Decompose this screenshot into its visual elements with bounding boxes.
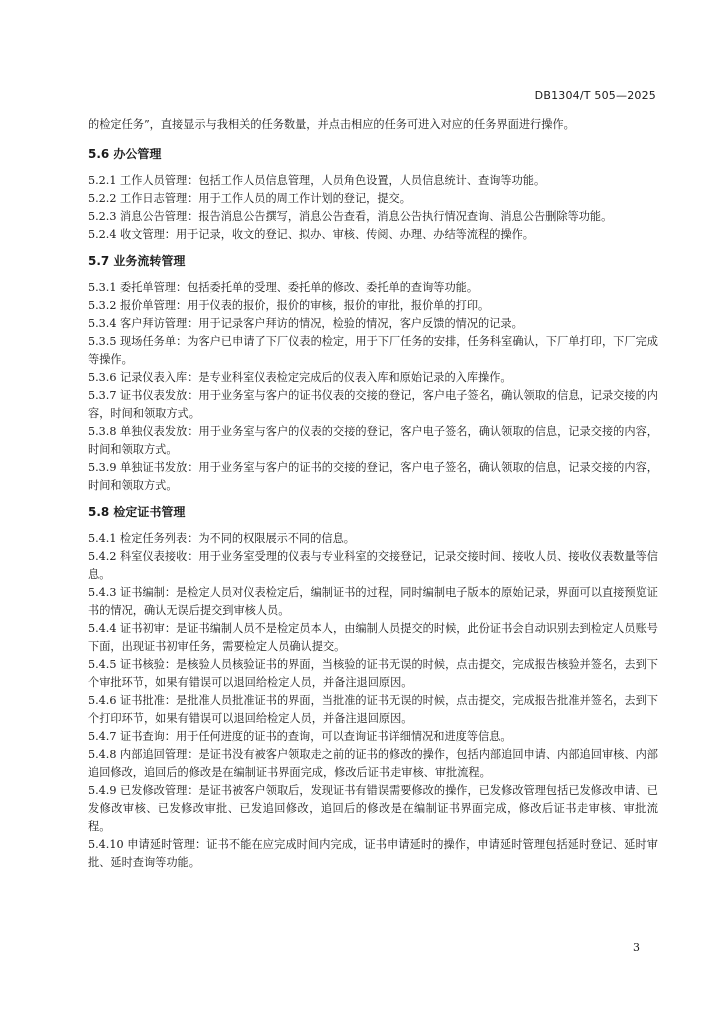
clause-paragraph: 5.4.7 证书查询：用于任何进度的证书的查询，可以查询证书详细情况和进度等信息。 <box>88 730 512 743</box>
clause-paragraph: 5.2.2 工作日志管理：用于工作人员的周工作计划的登记，提交。 <box>88 192 411 205</box>
clause-paragraph: 5.2.3 消息公告管理：报告消息公告撰写，消息公告查看，消息公告执行情况查询、消息公告删除等功能。 <box>88 210 613 223</box>
clause-paragraph: 5.4.4 证书初审：是证书编制人员不是检定员本人，由编制人员提交的时候，此份证书会自动识别去到检定人员账号下面，出现证书初审任务，需要检定人员确认提交。 <box>88 622 658 653</box>
clause-paragraph: 5.2.1 工作人员管理：包括工作人员信息管理，人员角色设置，人员信息统计、查询等功能。 <box>88 174 546 187</box>
clause-paragraph: 5.3.2 报价单管理：用于仪表的报价，报价的审核，报价的审批，报价单的打印。 <box>88 299 490 312</box>
clause-paragraph: 5.3.5 现场任务单：为客户已申请了下厂仪表的检定，用于下厂任务的安排，任务科室确认，下厂单打印，下厂完成等操作。 <box>88 335 658 366</box>
clause-paragraph: 5.3.4 客户拜访管理：用于记录客户拜访的情况，检验的情况，客户反馈的情况的记录。 <box>88 317 523 330</box>
section-heading: 5.6 办公管理 <box>88 147 162 161</box>
section <box>88 145 658 244</box>
clause-paragraph: 5.2.4 收文管理：用于记录，收文的登记、拟办、审核、传阅、办理、办结等流程的操作。 <box>88 228 534 241</box>
clause-paragraph: 5.3.9 单独证书发放：用于业务室与客户的证书的交接的登记，客户电子签名，确认领取的信息，记录交接的内容，时间和领取方式。 <box>88 461 658 492</box>
clause-paragraph: 5.4.9 已发修改管理：是证书被客户领取后，发现证书有错误需要修改的操作，已发修改管理包括已发修改申请、已发修改审核、已发修改审批、已发追回修改，追回后的修改是在编制证书界面完成，修改后证书走审核、审批流程。 <box>88 784 658 833</box>
clause-paragraph: 5.4.8 内部追回管理：是证书没有被客户领取走之前的证书的修改的操作，包括内部追回申请、内部追回审核、内部追回修改，追回后的修改是在编制证书界面完成，修改后证书走审核、审批流程。 <box>88 748 658 779</box>
section-heading: 5.8 检定证书管理 <box>88 505 186 519</box>
clause-paragraph: 5.4.2 科室仪表接收：用于业务室受理的仪表与专业科室的交接登记，记录交接时间、接收人员、接收仪表数量等信息。 <box>88 550 658 581</box>
section <box>88 503 658 872</box>
clause-paragraph: 5.3.7 证书仪表发放：用于业务室与客户的证书仪表的交接的登记，客户电子签名，确认领取的信息，记录交接的内容，时间和领取方式。 <box>88 389 658 420</box>
section <box>88 252 658 495</box>
clause-paragraph: 5.4.6 证书批准：是批准人员批准证书的界面，当批准的证书无误的时候，点击提交，完成报告批准并签名，去到下个打印环节，如果有错误可以退回给检定人员，并备注退回原因。 <box>88 694 658 725</box>
clause-paragraph: 5.4.3 证书编制：是检定人员对仪表检定后，编制证书的过程，同时编制电子版本的原始记录，界面可以直接预览证书的情况，确认无误后提交到审核人员。 <box>88 586 658 617</box>
clause-paragraph: 5.4.10 申请延时管理：证书不能在应完成时间内完成，证书申请延时的操作，申请延时管理包括延时登记、延时审批、延时查询等功能。 <box>88 838 658 869</box>
clause-paragraph: 5.4.1 检定任务列表：为不同的权限展示不同的信息。 <box>88 532 355 545</box>
document-code: DB1304/T 505—2025 <box>534 89 656 102</box>
document-body <box>88 116 658 876</box>
intro-paragraph: 的检定任务”，直接显示与我相关的任务数量，并点击相应的任务可进入对应的任务界面进行操作。 <box>88 118 575 131</box>
section-heading: 5.7 业务流转管理 <box>88 254 186 268</box>
clause-paragraph: 5.3.1 委托单管理：包括委托单的受理、委托单的修改、委托单的查询等功能。 <box>88 281 479 294</box>
page-number: 3 <box>633 941 640 954</box>
sections-container <box>88 145 658 872</box>
clause-paragraph: 5.3.8 单独仪表发放：用于业务室与客户的仪表的交接的登记，客户电子签名，确认领取的信息，记录交接的内容，时间和领取方式。 <box>88 425 658 456</box>
clause-paragraph: 5.3.6 记录仪表入库：是专业科室仪表检定完成后的仪表入库和原始记录的入库操作。 <box>88 371 512 384</box>
clause-paragraph: 5.4.5 证书核验：是核验人员核验证书的界面，当核验的证书无误的时候，点击提交，完成报告核验并签名，去到下个审批环节，如果有错误可以退回给检定人员，并备注退回原因。 <box>88 658 658 689</box>
